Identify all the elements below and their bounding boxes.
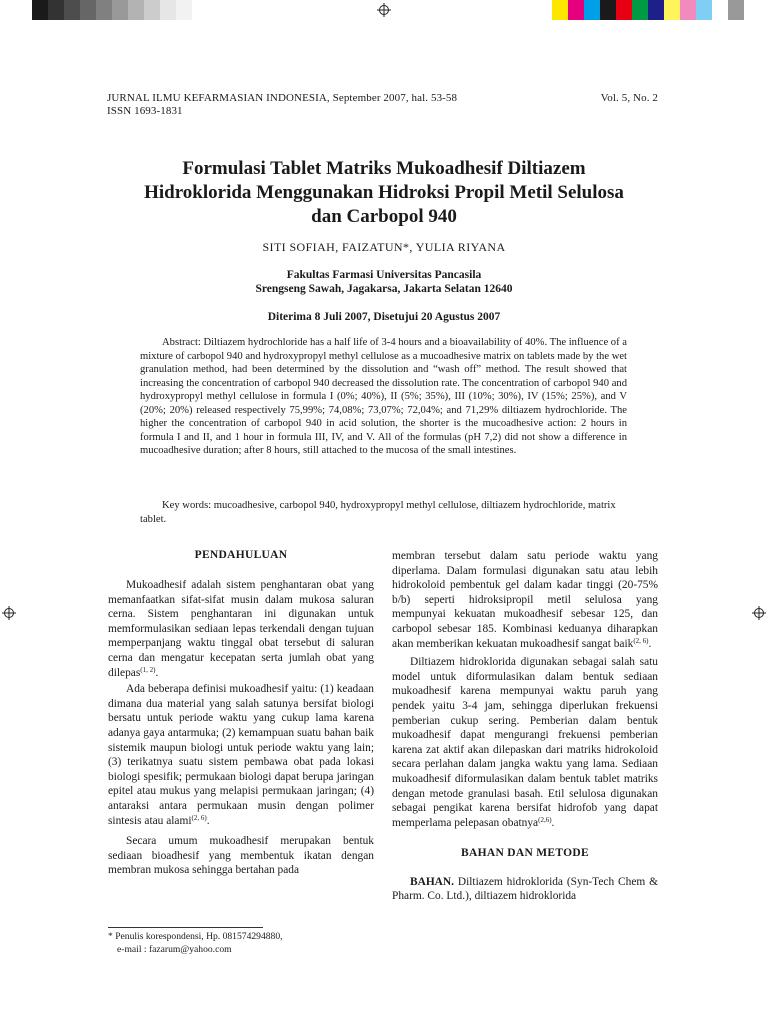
color-swatch xyxy=(192,0,208,20)
right-column xyxy=(392,549,658,904)
color-swatch xyxy=(48,0,64,20)
paragraph-text: Mukoadhesif adalah sistem penghantaran obat yang memanfaatkan sifat-sifat musin dalam mukosa saluran cerna. Sistem penghantaran ini digunakan untuk memformulasikan sediaan lepas terkendali dengan tujuan memperpanjang waktu tinggal obat tersebut di saluran cerna dan mengatur kecepatan serta jumlah obat yang dilepas xyxy=(108,579,374,679)
color-swatch xyxy=(664,0,680,20)
journal-header xyxy=(107,92,658,118)
color-swatch xyxy=(96,0,112,20)
color-swatch xyxy=(728,0,744,20)
paragraph xyxy=(392,549,658,651)
paragraph-text: Diltiazem hidroklorida digunakan sebagai salah satu model untuk diformulasikan dalam bentuk sediaan mukoadhesif karena mempunyai waktu paruh yang pendek yaitu 3-4 jam, sehingga diperlukan frekuensi pemberian cukup sering. Pemberian dalam bentuk mukoadhesif dapat mengurangi frekuensi pemberian karena zat aktif akan dilepaskan dari matriks hidrokoloid secara perlahan dalam jangka waktu yang lama. Sediaan mukoadhesif diformulasikan dalam bentuk tablet matriks dengan metode granulasi basah. Etil selulosa digunakan sebagai pengikat karena bersifat hidrofob yang dapat memperlama pelepasan obatnya xyxy=(392,656,658,829)
paragraph xyxy=(392,875,658,904)
citation-ref: (2, 6) xyxy=(191,813,207,822)
color-swatch xyxy=(648,0,664,20)
footnote-divider xyxy=(108,927,263,928)
color-swatch xyxy=(616,0,632,20)
left-column xyxy=(108,549,374,878)
color-swatch xyxy=(632,0,648,20)
section-heading-bahan-dan-metode: BAHAN DAN METODE xyxy=(461,847,589,860)
paragraph-text: Ada beberapa definisi mukoadhesif yaitu: (1) keadaan dimana dua material yang salah satunya bersifat biologi bersatu untuk periode waktu yang cukup lama karena adanya gaya antarmuka; (2) kemampuan suatu bahan baik sistemik maupun biologi untuk periode waktu yang lain; (3) terikatnya suatu sistem pembawa obat pada lokasi biologi spesifik; permukaan biologi dapat berupa jaringan epitel atau mukus yang melapisi permukaan jaringan; (4) antaraksi antara permukaan musin dengan polimer sintesis atau alami xyxy=(108,683,374,827)
color-calibration-bar xyxy=(552,0,744,20)
paragraph-end: . xyxy=(648,637,652,650)
paragraph-end: . xyxy=(206,814,210,827)
color-swatch xyxy=(696,0,712,20)
paragraph xyxy=(392,655,658,830)
volume-number: Vol. 5, No. 2 xyxy=(600,92,658,104)
registration-mark-icon xyxy=(752,606,766,620)
grayscale-calibration-bar xyxy=(32,0,208,20)
footnote-email: e-mail : fazarum@yahoo.com xyxy=(117,943,232,955)
color-swatch xyxy=(128,0,144,20)
footnote xyxy=(108,931,374,956)
color-swatch xyxy=(64,0,80,20)
color-swatch xyxy=(600,0,616,20)
title-line-2: Hidroklorida Menggunakan Hidroksi Propil Metil Selulosa xyxy=(144,182,624,203)
registration-mark-icon xyxy=(377,3,391,17)
issn: ISSN 1693-1831 xyxy=(107,105,183,117)
color-swatch xyxy=(712,0,728,20)
color-swatch xyxy=(32,0,48,20)
paragraph-end: . xyxy=(551,816,555,829)
paragraph xyxy=(108,834,374,878)
section-heading-pendahuluan: PENDAHULUAN xyxy=(194,549,288,561)
color-swatch xyxy=(176,0,192,20)
title-line-3: dan Carbopol 940 xyxy=(311,206,457,227)
paragraph-label: BAHAN. xyxy=(410,875,454,888)
keywords: Key words: mucoadhesive, carbopol 940, hydroxypropyl methyl cellulose, diltiazem hydrochloride, matrix tablet. xyxy=(140,500,616,525)
received-accepted-dates: Diterima 8 Juli 2007, Disetujui 20 Agustus 2007 xyxy=(267,311,501,323)
color-swatch xyxy=(80,0,96,20)
title-line-1: Formulasi Tablet Matriks Mukoadhesif Diltiazem xyxy=(182,158,586,179)
affiliation-line-2: Srengseng Sawah, Jagakarsa, Jakarta Selatan 12640 xyxy=(255,283,513,295)
citation-ref: (1, 2) xyxy=(140,665,156,674)
authors: SITI SOFIAH, FAIZATUN*, YULIA RIYANA xyxy=(262,240,506,254)
color-swatch xyxy=(584,0,600,20)
citation-ref: (2, 6) xyxy=(633,636,649,645)
journal-name: JURNAL ILMU KEFARMASIAN INDONESIA, September 2007, hal. 53-58 xyxy=(107,92,458,104)
paragraph-text: Secara umum mukoadhesif merupakan bentuk sediaan bioadhesif yang membentuk ikatan dengan membran mukosa sehingga bertahan pada xyxy=(108,835,374,877)
paragraph xyxy=(108,578,374,680)
paragraph xyxy=(108,682,374,828)
color-swatch xyxy=(112,0,128,20)
paragraph-end: . xyxy=(155,666,159,679)
color-swatch xyxy=(144,0,160,20)
affiliation-line-1: Fakultas Farmasi Universitas Pancasila xyxy=(286,269,482,281)
article-title xyxy=(120,157,648,229)
footnote-line-1: * Penulis korespondensi, Hp. 081574294880, xyxy=(108,931,283,942)
color-swatch xyxy=(568,0,584,20)
citation-ref: (2,6) xyxy=(538,815,552,824)
affiliation xyxy=(120,268,648,296)
abstract: Abstract: Diltiazem hydrochloride has a half life of 3-4 hours and a bioavailability of 40%. The influence of a mixture of carbopol 940 and hydroxypropyl methyl cellulose as a mucoadhesive matrix on tablets made by the wet granulation method, had been determined by the dissolution and “wash off” method. The result showed that increasing the concentration of carbopol 940 decreased the dissolution rate. The concentration of carbopol 940 and hydroxypropyl methyl cellulose in formula I (0%; 40%), II (5%; 35%), III (10%; 30%), IV (15%; 25%), and V (20%; 20%) released respectively 75,99%; 74,08%; 73,07%; 72,04%; and 71,29% diltiazem hydrochloride. The higher the concentration of carbopol 940 in acid solution, the shorter is the mucoadhesive action: 2 hours in formula I and II, and 1 hour in formula III, IV, and V. All of the formulas (pH 7,2) did not show a difference in mucoadhesive duration; after 8 hours, still attached to the mucosa of the small intestines. xyxy=(140,337,627,456)
color-swatch xyxy=(552,0,568,20)
paragraph-text: Diltiazem hidroklorida (Syn-Tech Chem & Pharm. Co. Ltd.), diltiazem hidroklorida xyxy=(392,875,658,903)
color-swatch xyxy=(680,0,696,20)
paragraph-text: membran tersebut dalam satu periode waktu yang diperlama. Dalam formulasi digunakan satu atau lebih hidrokoloid pembentuk gel dalam kadar tinggi (20-75% b/b) seperti hidroksipropil metil selulosa yang mempunyai kekuatan mukoadhesif sebesar 125, dan carbopol sebesar 185. Kombinasi keduanya diharapkan akan memberikan kekuatan mukoadhesif sangat baik xyxy=(392,550,658,650)
registration-mark-icon xyxy=(2,606,16,620)
color-swatch xyxy=(160,0,176,20)
